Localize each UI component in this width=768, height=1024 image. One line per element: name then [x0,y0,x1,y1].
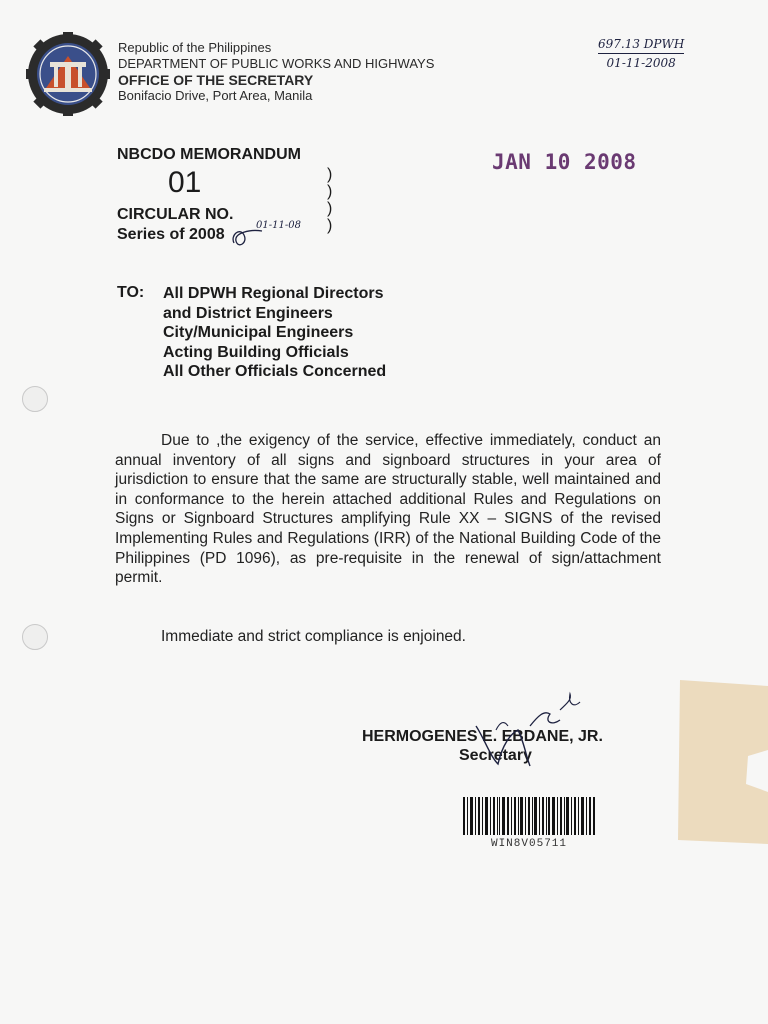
bracket-mark: ) [327,217,333,234]
to-label: TO: [117,284,145,301]
signatory-title: Secretary [459,747,532,764]
barcode [463,797,595,835]
tape-residue [676,680,768,844]
bracket-mark: ) [327,166,333,183]
compliance-paragraph: Immediate and strict compliance is enjoined. [161,628,466,645]
republic-line: Republic of the Philippines [118,40,272,55]
address-line: Bonifacio Drive, Port Area, Manila [118,88,313,103]
addressee-item: All Other Officials Concerned [163,363,387,380]
handwritten-signature [440,686,590,776]
bracket-mark: ) [327,200,333,217]
circular-label-block [117,205,233,245]
dpwh-seal-logo [26,32,110,116]
addressee-item: City/Municipal Engineers [163,324,354,341]
addressee-list [163,284,386,382]
addressee-item: Acting Building Officials [163,343,349,361]
addressee-item: All DPWH Regional Directors [163,285,384,302]
office-line: OFFICE OF THE SECRETARY [118,72,314,88]
bracket-column [327,166,339,234]
body-paragraph: Due to ,the exigency of the service, effective immediately, conduct an annual inventory of all signs and signboard structures in your area of jurisdiction to ensure that the same are structurally stable, well maintained and in conformance to the herein attached additional Rules and Regulations on Signs or Signboard Structures amplifying Rule XX – SIGNS of the revised Implementing Rules and Regulations (IRR) of the National Building Code of the Philippines (PD 1096), as pre-requisite in the renewal of sign/attachment permit. [115,432,661,587]
barcode-number: WIN8V05711 [490,838,567,850]
department-line: DEPARTMENT OF PUBLIC WORKS AND HIGHWAYS [118,56,435,71]
addressee-item: and District Engineers [163,304,333,322]
handwritten-reference [598,36,684,72]
reference-date: 01-11-2008 [598,53,684,72]
punch-hole [22,624,48,650]
punch-hole [22,386,48,412]
received-date-stamp: JAN 10 2008 [492,150,637,174]
reference-number: 697.13 DPWH [598,37,685,51]
memo-title: NBCDO MEMORANDUM [117,146,301,163]
bracket-mark: ) [327,183,333,200]
agency-letterhead [118,40,434,104]
circular-label: CIRCULAR NO. [117,206,234,223]
series-label: Series of 2008 [117,226,225,243]
signatory-name: HERMOGENES E. EBDANE, JR. [362,728,603,745]
circular-number: 01 [168,166,202,199]
handwritten-date-note: 01-11-08 [256,220,301,231]
